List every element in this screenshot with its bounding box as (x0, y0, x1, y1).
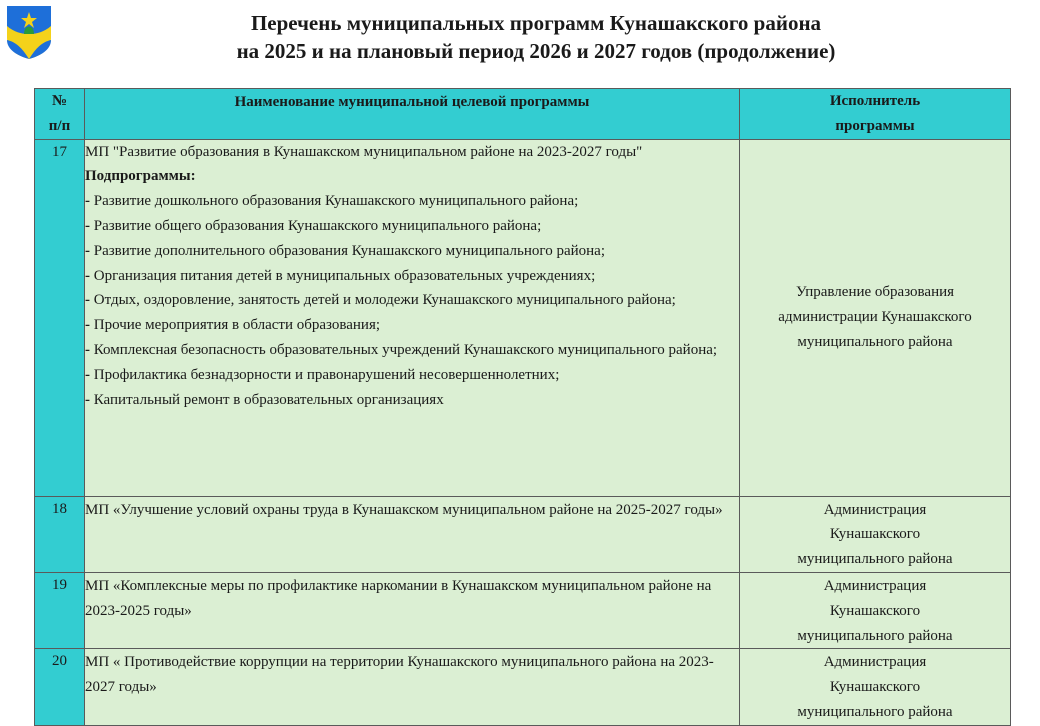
title-line-2: на 2025 и на плановый период 2026 и 2027 годов (продолжение) (236, 39, 836, 63)
row-number: 18 (35, 496, 85, 572)
program-name: МП «Улучшение условий охраны труда в Кунашакском муниципальном районе на 2025-2027 годы» (85, 496, 740, 572)
program-name: МП "Развитие образования в Кунашакском муниципальном районе на 2023-2027 годы" (85, 143, 643, 160)
subprogram-item: - Отдых, оздоровление, занятость детей и молодежи Кунашакского муниципального района; (85, 292, 676, 309)
table-row (35, 649, 1011, 725)
program-executor-text: Администрация Кунашакского муниципального района (797, 501, 953, 568)
program-executor (740, 649, 1011, 725)
row-number: 20 (35, 649, 85, 725)
column-header-executor-line1: Исполнитель (829, 93, 921, 109)
table-row (35, 139, 1011, 496)
subprogram-item: - Организация питания детей в муниципальных образовательных учреждениях; (85, 267, 596, 284)
subprogram-item: - Прочие мероприятия в области образования; (85, 317, 381, 334)
program-executor-text: Администрация Кунашакского муниципального района (797, 654, 953, 720)
subprograms-label: Подпрограммы: (85, 168, 196, 185)
subprogram-item: - Капитальный ремонт в образовательных организациях (85, 391, 444, 408)
program-executor (740, 139, 1011, 496)
program-executor-text: Управление образования администрации Кунашакского муниципального района (778, 284, 972, 350)
column-header-executor (740, 89, 1011, 140)
column-header-number (35, 89, 85, 140)
subprogram-item: - Развитие дополнительного образования Кунашакского муниципального района; (85, 242, 605, 259)
column-header-number-line2: п/п (48, 117, 71, 134)
program-name: МП «Комплексные меры по профилактике наркомании в Кунашакском муниципальном районе на 2023-2025 годы» (85, 572, 740, 648)
subprogram-item: - Профилактика безнадзорности и правонарушений несовершеннолетних; (85, 366, 560, 383)
table-header-row (35, 89, 1011, 140)
table-row (35, 572, 1011, 648)
subprogram-item: - Развитие общего образования Кунашакского муниципального района; (85, 217, 542, 234)
program-name-cell (85, 139, 740, 496)
title-line-1: Перечень муниципальных программ Кунашакского района (250, 11, 822, 35)
program-executor (740, 496, 1011, 572)
program-executor-text: Администрация Кунашакского муниципального района (797, 577, 953, 644)
programs-table (34, 88, 1011, 726)
column-header-name (85, 89, 740, 140)
subprogram-item: - Комплексная безопасность образовательных учреждений Кунашакского муниципального района; (85, 341, 718, 358)
page-title (60, 9, 1040, 65)
subprogram-item: - Развитие дошкольного образования Кунашакского муниципального района; (85, 193, 579, 210)
column-header-executor-line2: программы (835, 117, 915, 134)
program-executor (740, 572, 1011, 648)
column-header-name-text: Наименование муниципальной целевой программы (234, 94, 590, 110)
row-number: 19 (35, 572, 85, 648)
column-header-number-line1: № (51, 93, 68, 109)
table-row (35, 496, 1011, 572)
row-number: 17 (35, 139, 85, 496)
program-name: МП « Противодействие коррупции на территории Кунашакского муниципального района на 2023-2027 годы» (85, 649, 740, 725)
